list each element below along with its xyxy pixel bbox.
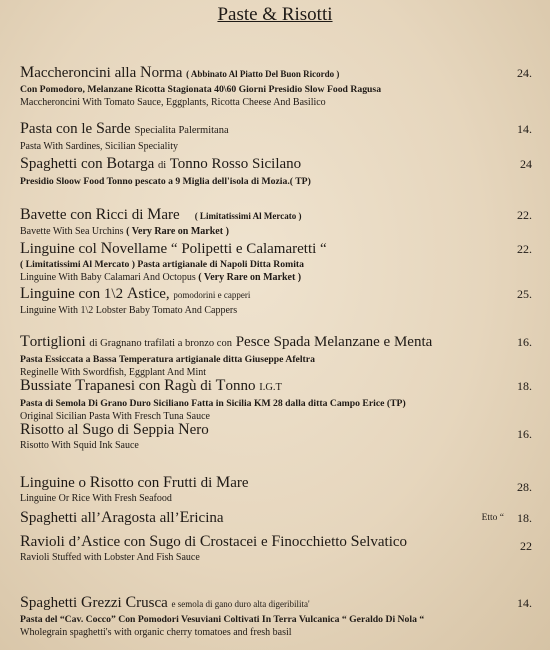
item-name: Spaghetti con Botarga di Tonno Rosso Sicilano 24 xyxy=(20,155,532,172)
item-price: 22 xyxy=(520,539,532,551)
item-price: 22. xyxy=(517,242,532,256)
item-price: 22. xyxy=(517,208,532,222)
item-price: 18. xyxy=(517,511,532,525)
item-price: 14. xyxy=(517,122,532,136)
item-name: Bavette con Ricci di Mare ( Limitatissimi Al Mercato ) 22. xyxy=(20,206,532,223)
item-desc-it: Con Pomodoro, Melanzane Ricotta Stagionata 40\60 Giorni Presidio Slow Food Ragusa xyxy=(20,84,382,95)
item-desc-en: Risotto With Squid Ink Sauce xyxy=(20,440,139,451)
item-desc-en: Maccheroncini With Tomato Sauce, Eggplants, Ricotta Cheese And Basilico xyxy=(20,97,326,108)
item-name: Ravioli d’Astice con Sugo di Crostacei e Finocchietto Selvatico 22 xyxy=(20,533,532,551)
menu-item xyxy=(20,64,532,109)
menu-item xyxy=(20,377,532,423)
menu-item xyxy=(20,533,532,564)
item-desc-en: Linguine With 1\2 Lobster Baby Tomato And Cappers xyxy=(20,305,238,316)
item-name: Linguine col Novellame “ Polipetti e Calamaretti “ 22. xyxy=(20,240,532,257)
item-desc-en: Original Sicilian Pasta With Fresch Tuna Sauce xyxy=(20,411,210,422)
item-desc-it: Pasta Essiccata a Bassa Temperatura artigianale ditta Giuseppe Afeltra xyxy=(20,354,315,365)
menu-item xyxy=(20,155,532,188)
item-note: Specialita Palermitana xyxy=(134,125,229,136)
menu-item xyxy=(20,509,532,527)
item-desc-en: Reginelle With Swordfish, Eggplant And Mint xyxy=(20,367,207,378)
item-desc-en: Ravioli Stuffed with Lobster And Fish Sauce xyxy=(20,552,200,563)
item-desc-en: Linguine Or Rice With Fresh Seafood xyxy=(20,493,172,504)
item-price: 25. xyxy=(517,287,532,301)
item-note: “ Polipetti e Calamaretti “ xyxy=(170,241,327,257)
item-price: 16. xyxy=(517,335,532,349)
item-name: Bussiate Trapanesi con Ragù di Tonno I.G.T 18. xyxy=(20,377,532,394)
item-price: 28. xyxy=(517,480,532,492)
item-desc-it: Pasta del “Cav. Cocco” Con Pomodori Vesuviani Coltivati In Terra Vulcanica “ Geraldo Di Nola “ xyxy=(20,614,425,625)
page-title: Paste & Risotti xyxy=(217,4,333,25)
item-unit: Etto “ xyxy=(481,513,504,523)
item-name: Risotto al Sugo di Seppia Nero 16. xyxy=(20,421,532,439)
item-desc-it: Pasta di Semola Di Grano Duro Siciliano Fatta in Sicilia KM 28 dalla ditta Campo Erice (TP) xyxy=(20,398,406,409)
menu-item xyxy=(20,285,532,317)
menu-item xyxy=(20,206,532,238)
menu-item xyxy=(20,120,532,153)
item-note: di Gragnano trafilati a bronzo con xyxy=(89,338,232,349)
item-desc-it: Presidio Sloow Food Tonno pescato a 9 Miglia dell'isola di Mozia.( TP) xyxy=(20,176,311,187)
menu-item xyxy=(20,333,532,379)
item-desc-en: Linguine With Baby Calamari And Octopus ( Very Rare on Market ) xyxy=(20,272,302,283)
item-name: Linguine con 1\2 Astice, pomodorini e capperi 25. xyxy=(20,285,532,302)
menu-item xyxy=(20,421,532,452)
menu-item xyxy=(20,240,532,284)
item-note: I.G.T xyxy=(259,382,282,393)
item-name: Pasta con le Sarde Specialita Palermitana 14. xyxy=(20,120,532,137)
menu-item xyxy=(20,474,532,505)
item-price: 24 xyxy=(520,157,532,171)
item-note: ( Abbinato Al Piatto Del Buon Ricordo ) xyxy=(186,69,340,79)
item-name: Maccheroncini alla Norma ( Abbinato Al Piatto Del Buon Ricordo ) 24. xyxy=(20,64,532,81)
menu-item xyxy=(20,594,532,639)
item-name: Tortiglioni di Gragnano trafilati a bronzo con Pesce Spada Melanzane e Menta 16. xyxy=(20,333,532,350)
item-desc-en: Pasta With Sardines, Sicilian Speciality xyxy=(20,141,179,152)
item-note: pomodorini e capperi xyxy=(173,290,251,300)
item-name: Spaghetti Grezzi Crusca e semola di gano duro alta digeribilita' 14. xyxy=(20,594,532,611)
item-note: e semola di gano duro alta digeribilita' xyxy=(171,599,310,609)
item-note: ( Limitatissimi Al Mercato ) xyxy=(194,211,302,221)
item-price: 16. xyxy=(517,427,532,439)
item-name: Spaghetti all’Aragosta all’Ericina Etto “ 18. xyxy=(20,509,532,526)
item-name: Linguine o Risotto con Frutti di Mare 28. xyxy=(20,474,532,492)
item-desc-en: Wholegrain spaghetti's with organic cherry tomatoes and fresh basil xyxy=(20,627,292,638)
item-price: 14. xyxy=(517,596,532,610)
item-price: 24. xyxy=(517,66,532,80)
item-desc-en: Bavette With Sea Urchins ( Very Rare on Market ) xyxy=(20,226,229,237)
item-desc-it: ( Limitatissimi Al Mercato ) Pasta artigianale di Napoli Ditta Romita xyxy=(20,259,304,270)
item-price: 18. xyxy=(517,379,532,393)
